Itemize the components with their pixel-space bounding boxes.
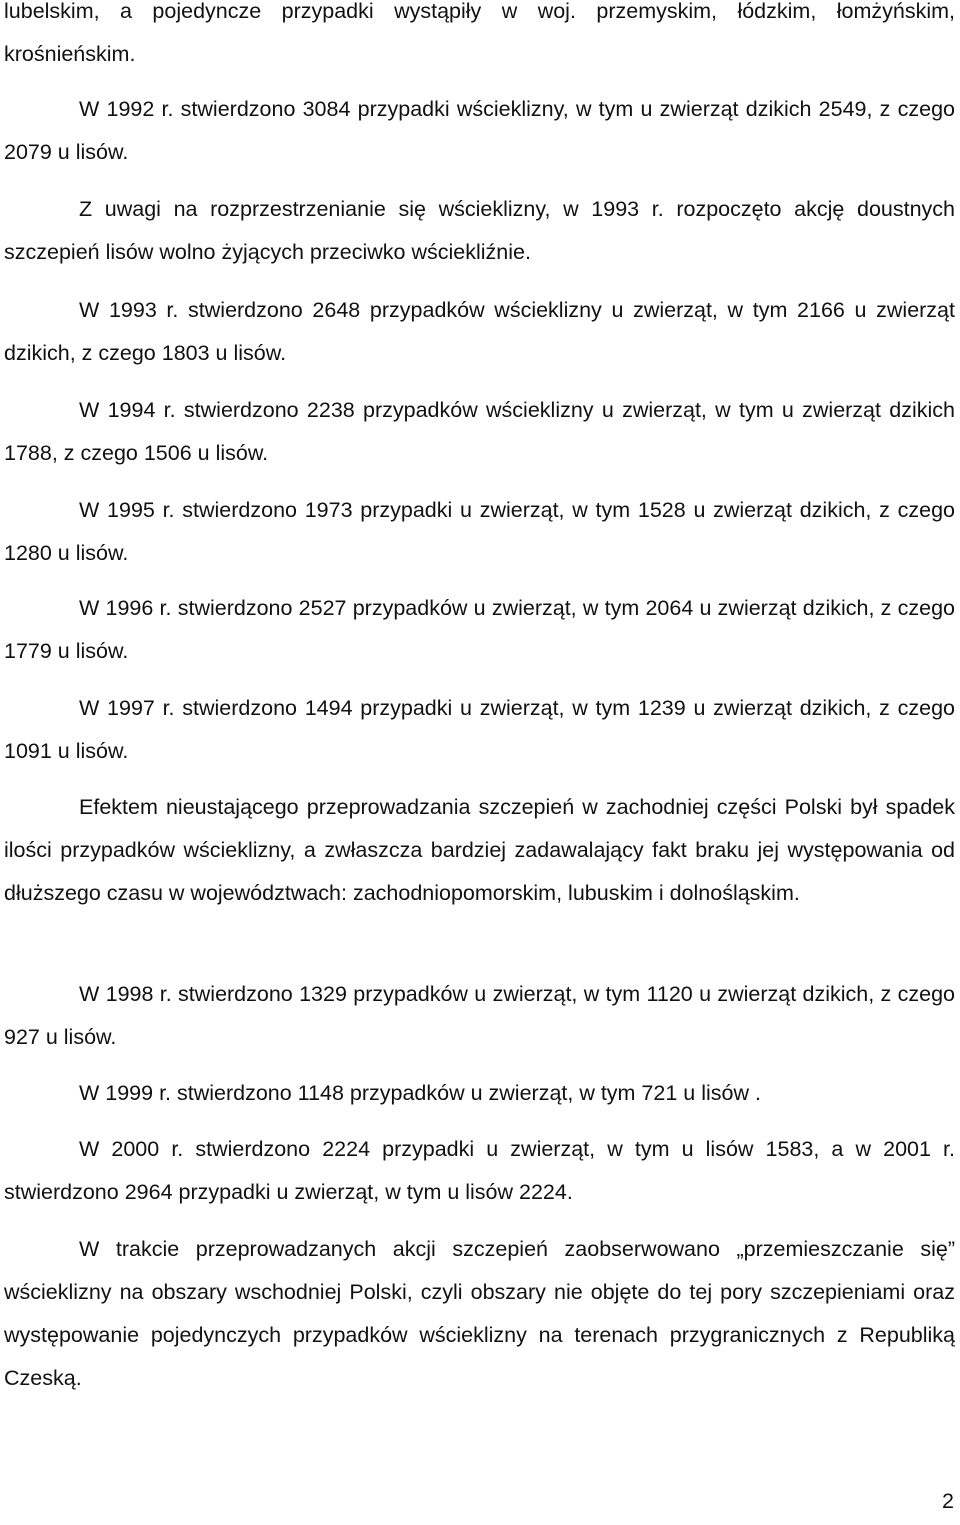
paragraph-1998: W 1998 r. stwierdzono 1329 przypadków u zwierząt, w tym 1120 u zwierząt dzikich, z czego 927 u lisów. [4, 982, 955, 1049]
paragraph-1996: W 1996 r. stwierdzono 2527 przypadków u zwierząt, w tym 2064 u zwierząt dzikich, z czego 1779 u lisów. [4, 596, 955, 663]
paragraph-1993: W 1993 r. stwierdzono 2648 przypadków wścieklizny u zwierząt, w tym 2166 u zwierząt dzikich, z czego 1803 u lisów. [4, 298, 955, 365]
paragraph-1995: W 1995 r. stwierdzono 1973 przypadki u zwierząt, w tym 1528 u zwierząt dzikich, z czego 1280 u lisów. [4, 498, 955, 565]
page-number: 2 [942, 1489, 954, 1513]
paragraph-1999: W 1999 r. stwierdzono 1148 przypadków u zwierząt, w tym 721 u lisów . [79, 1081, 761, 1105]
paragraph-1997: W 1997 r. stwierdzono 1494 przypadki u zwierząt, w tym 1239 u zwierząt dzikich, z czego 1091 u lisów. [4, 696, 955, 763]
paragraph-continuation: lubelskim, a pojedyncze przypadki wystąpiły w woj. przemyskim, łódzkim, łomżyńskim, krośnieńskim. [4, 0, 955, 66]
paragraph-1994: W 1994 r. stwierdzono 2238 przypadków wścieklizny u zwierząt, w tym u zwierząt dzikich 1788, z czego 1506 u lisów. [4, 398, 955, 465]
paragraph-effect: Efektem nieustającego przeprowadzania szczepień w zachodniej części Polski był spadek ilości przypadków wścieklizny, a zwłaszcza bardziej zadawalający fakt braku jej występowania od dłuższego czasu w województwach: zachodniopomorskim, lubuskim i dolnośląskim. [4, 795, 955, 905]
paragraph-eastward-spread: W trakcie przeprowadzanych akcji szczepień zaobserwowano „przemieszczanie się” wścieklizny na obszary wschodniej Polski, czyli obszary nie objęte do tej pory szczepieniami oraz występowanie pojedynczych przypadków wścieklizny na terenach przygranicznych z Republiką Czeską. [4, 1237, 955, 1390]
paragraph-2000-2001: W 2000 r. stwierdzono 2224 przypadki u zwierząt, w tym u lisów 1583, a w 2001 r. stwierdzono 2964 przypadki u zwierząt, w tym u lisów 2224. [4, 1137, 955, 1204]
paragraph-vaccination-start: Z uwagi na rozprzestrzenianie się wścieklizny, w 1993 r. rozpoczęto akcję doustnych szczepień lisów wolno żyjących przeciwko wściekliźnie. [4, 197, 955, 264]
paragraph-1992: W 1992 r. stwierdzono 3084 przypadki wścieklizny, w tym u zwierząt dzikich 2549, z czego 2079 u lisów. [4, 97, 955, 164]
